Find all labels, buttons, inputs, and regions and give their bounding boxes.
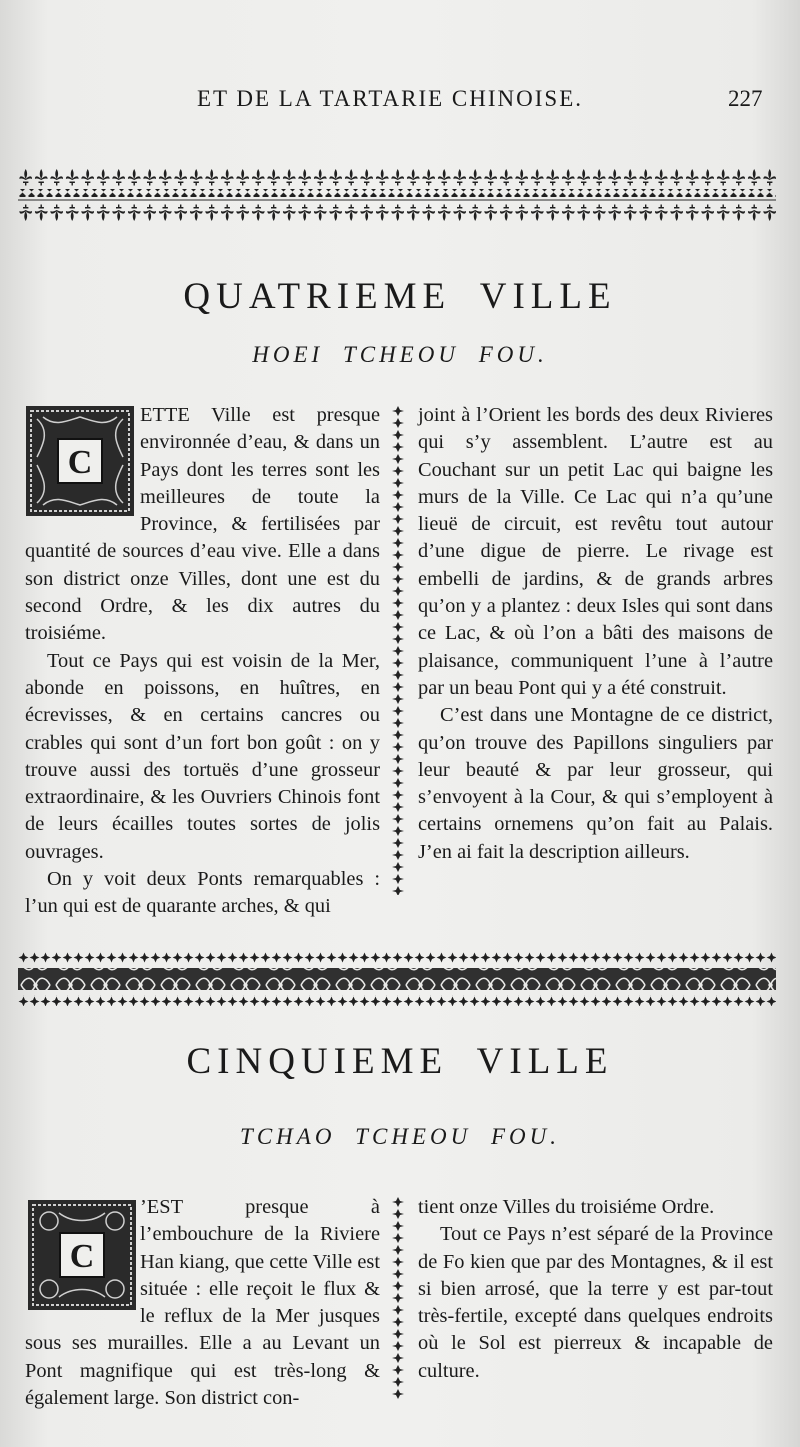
- paragraph: Tout ce Pays qui est voisin de la Mer, abonde en poissons, en huîtres, en écrevisses, & en certains cancres ou crables qui sont d’un fort bon goût : on y trouve aussi des tortuës d’une grosseur extraordinaire, & les Ouvriers Chinois font de leurs écailles toutes sortes de jolis ouvrages.: [25, 649, 380, 863]
- ornamental-initial: [25, 405, 135, 517]
- section-title: QUATRIEME VILLE: [183, 276, 617, 317]
- paragraph: On y voit deux Ponts remarquables : l’un qui est de quarante arches, & qui: [25, 868, 380, 918]
- column-separator: [390, 405, 406, 895]
- column-separator: [390, 1196, 406, 1401]
- paragraph: Tout ce Pays n’est séparé de la Province de Fo kien que par des Montagnes, & il est si bien arrosé, que la terre y est par-tout très-fertile, excepté dans quelques endroits où le Sol est pierreux & incapable de culture.: [418, 1223, 773, 1382]
- ornamental-initial: [27, 1199, 137, 1311]
- section-subtitle: TCHAO TCHEOU FOU.: [240, 1124, 560, 1149]
- section-title: CINQUIEME VILLE: [186, 1041, 614, 1082]
- fleuron-band: [18, 168, 776, 230]
- dropcap-letter: C: [69, 1238, 95, 1275]
- dropcap-letter: C: [67, 444, 93, 481]
- paragraph: tient onze Villes du troisiéme Ordre.: [418, 1196, 715, 1218]
- running-head: ET DE LA TARTARIE CHINOISE.: [196, 86, 584, 111]
- paragraph: ’EST presque à l’embouchure de la Riviere Han kiang, que cette Ville est située : elle reçoit le flux & le reflux de la Mer jusques sous ses murailles. Elle a au Levant un Pont magnifique qui est très-long & également large. Son district con-: [25, 1196, 380, 1410]
- paragraph: C’est dans une Montagne de ce district, qu’on trouve des Papillons singuliers par leur beauté & par leur grosseur, qui s’envoyent à la Cour, & qui s’employent à certains ornemens qu’on fait au Palais. J’en ai fait la description ailleurs.: [418, 704, 773, 863]
- right-column: [418, 402, 773, 866]
- paragraph: joint à l’Orient les bords des deux Rivieres qui s’y assemblent. L’autre est au Couchant sur un petit Lac qui baigne les murs de la Ville. Ce Lac qui n’a qu’une lieuë de circuit, est revêtu tout autour d’une digue de pierre. Le rivage est embelli de jardins, & de grands arbres qu’on y a plantez : deux Isles qui sont dans ce Lac, & où l’on a bâti des maisons de plaisance, communiquent l’une à l’autre par un beau Pont qui y a été construit.: [418, 404, 773, 699]
- right-column: [418, 1194, 773, 1385]
- section-subtitle: HOEI TCHEOU FOU.: [252, 342, 548, 367]
- paragraph: ETTE Ville est presque environnée d’eau, & dans un Pays dont les terres sont les meilleures de toute la Province, & fertilisées par quantité de sources d’eau vive. Elle a dans son district onze Villes, dont une est du second Ordre, & les dix autres du troisiéme.: [25, 404, 380, 645]
- fleuron-band: [18, 952, 776, 1008]
- page-number: 227: [728, 86, 763, 111]
